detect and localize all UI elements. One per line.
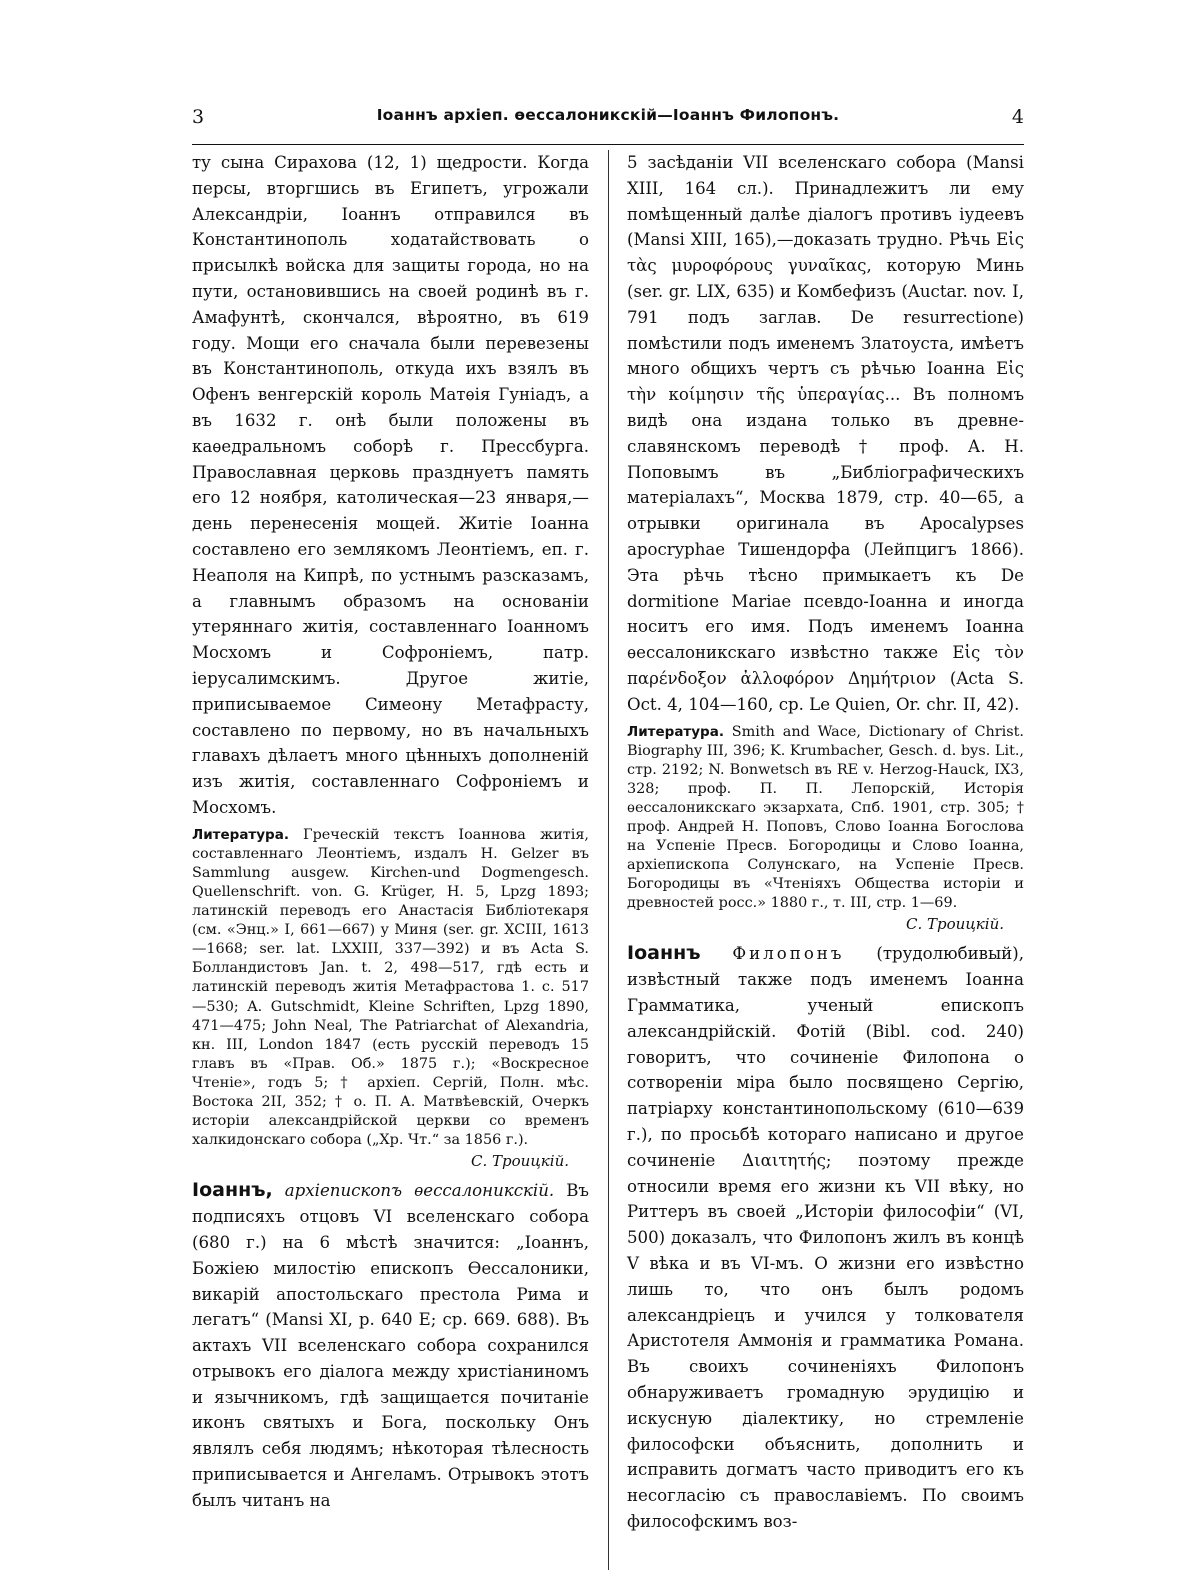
paragraph: ту сына Сирахова (12, 1) щедрости. Когда персы, вторгшись въ Египетъ, угрожали Александріи, Іоаннъ отправился въ Константинополь ходатайствовать о присылкѣ войска для защиты города, но на пути, остановившись на своей родинѣ въ г. Амафунтѣ, скончался, вѣроятно, въ 619 году. Мощи его сначала были перевезены въ Константинополь, откуда ихъ взялъ въ Офенъ венгерскій король Матѳія Гуніадъ, а въ 1632 г. онѣ были положены въ каѳедральномъ соборѣ г. Прессбурга. Православная церковь празднуетъ память его 12 ноября, католическая—23 января,—день перенесенія мощей. Житіе Іоанна составлено его землякомъ Леонтіемъ, еп. г. Неаполя на Кипрѣ, по устнымъ разсказамъ, а главнымъ образомъ на основаніи утеряннаго житія, составленнаго Іоанномъ Мосхомъ и Софроніемъ, патр. іерусалимскимъ. Другое житіе, приписываемое Симеону Метафрасту, составлено по первому, но въ начальныхъ главахъ дѣлаетъ много цѣнныхъ дополненій изъ житія, составленнаго Софроніемъ и Мосхомъ. <box>192 153 589 817</box>
paragraph: 5 засѣданіи VII вселенскаго собора (Mansi XIII, 164 сл.). Принадлежитъ ли ему помѣщенный далѣе діалогъ противъ іудеевъ (Mansi XIII, 165),—доказать трудно. Рѣчь Εἰς τὰς μυροφόρους γυναῖκας, которую Минь (ser. gr. LIX, 635) и Комбефизъ (Auctar. nov. I, 791 подъ заглав. De resurrectione) помѣстили подъ именемъ Златоуста, имѣетъ много общихъ чертъ съ рѣчью Іоанна Εἰς τὴν κοίμησιν τῆς ὑπεραγίας... Въ полномъ видѣ она издана только въ древне-славянскомъ переводѣ † проф. А. Н. Поповымъ въ „Библіографическихъ матеріалахъ“, Москва 1879, стр. 40—65, а отрывки оригинала въ Apocalypses apocryphae Тишендорфа (Лейпцигъ 1866). Эта рѣчь тѣсно примыкаетъ къ De dormitione Mariae псевдо-Іоанна и иногда носитъ его имя. Подъ именемъ Іоанна ѳессалоникскаго извѣстно также Εἰς τὸν παρένδοξον ἀλλοφόρον Δημήτριον (Acta S. Oct. 4, 104—160, ср. Le Quien, Or. chr. II, 42). <box>627 153 1024 714</box>
literature-label: Литература. <box>192 826 289 843</box>
entry-headword: Іоаннъ <box>627 942 701 965</box>
literature-text: Smith and Wace, Dictionary of Christ. Biography III, 396; K. Krumbacher, Gesch. d. bys. Lit., стр. 2192; N. Bonwetsch въ RE v. Herzog-Hauck, IX3, 328; проф. П. П. Лепорскій, Исторія ѳессалоникскаго экзархата, Спб. 1901, стр. 305; † проф. Андрей Н. Поповъ, Слово Іоанна Богослова на Успеніе Пресв. Богородицы и Слово Іоанна, архіепископа Солунскаго, на Успеніе Пресв. Богородицы въ «Чтеніяхъ Общества исторіи и древностей росс.» 1880 г., т. III, стр. 1—69. <box>627 723 1024 912</box>
running-title: Іоаннъ архіеп. ѳессалоникскій—Іоаннъ Филопонъ. <box>376 106 840 124</box>
entry-title: архіепископъ ѳессалоникскій. <box>284 1181 555 1201</box>
signature: С. Троицкій. <box>906 915 1004 934</box>
literature-block <box>192 826 589 1151</box>
signature: С. Троицкій. <box>471 1152 569 1171</box>
entry-ioann-philoponus <box>627 941 1024 1534</box>
literature-text: Греческій текстъ Іоаннова житія, составленнаго Леонтіемъ, издалъ H. Gelzer въ Sammlung ausgew. Kirchen-und Dogmengesch. Quellenschrift. von. G. Krüger, H. 5, Lpzg 1893; латинскій переводъ его Анастасія Библіотекаря (см. «Энц.» I, 661—667) у Миня (ser. gr. XCIII, 1613—1668; ser. lat. LXXIII, 337—392) и въ Acta S. Болландистовъ Jan. t. 2, 498—517, гдѣ есть и латинскій переводъ житія Метафрастова 1. с. 517—530; A. Gutschmidt, Kleine Schriften, Lpzg 1890, 471—475; John Neal, The Patriarchat of Alexandria, кн. III, London 1847 (есть русскій переводъ 15 главъ въ «Прав. Об.» 1875 г.); «Воскресное Чтеніе», годъ 5; † архіеп. Сергій, Полн. мѣс. Востока 2II, 352; † о. П. А. Матвѣевскій, Очеркъ исторіи александрійской церкви со временъ халкидонскаго собора („Хр. Чт.“ за 1856 г.). <box>192 826 589 1149</box>
entry-text: (трудолюбивый), извѣстный также подъ именемъ Іоанна Грамматика, ученый епископъ александрійскій. Фотій (Bibl. cod. 240) говоритъ, что сочиненіе Филопона о сотвореніи міра было посвящено Сергію, патріарху константинопольскому (610—639 г.), по просьбѣ котораго написано и другое сочиненіе Διαιτητής; поэтому прежде относили время его жизни къ VII вѣку, но Риттеръ въ своей „Исторіи философіи“ (VI, 500) доказалъ, что Филопонъ жилъ въ концѣ V вѣка и въ VI-мъ. О жизни его извѣстно лишь то, что онъ былъ родомъ александріецъ и учился у толкователя Аристотеля Аммонія и грамматика Романа. Въ своихъ сочиненіяхъ Филопонъ обнаруживаетъ громадную эрудицію и искусную діалектику, но стремленіе философски объяснить, дополнить и исправить догматъ часто приводитъ его къ несогласію съ православіемъ. По своимъ философскимъ воз- <box>627 944 1024 1531</box>
page-number-right: 4 <box>1011 106 1024 128</box>
page-header <box>192 104 1024 145</box>
literature-label: Литература. <box>627 723 724 740</box>
column-divider <box>608 150 609 1570</box>
entry-ioann-archbishop <box>192 1178 589 1513</box>
book-page <box>192 104 1024 1531</box>
entry-headword: Іоаннъ, <box>192 1179 273 1202</box>
page-number-left: 3 <box>192 106 205 128</box>
right-column <box>627 150 1024 1535</box>
entry-text: Въ подписяхъ отцовъ VI вселенскаго собора (680 г.) на 6 мѣстѣ значится: „Іоаннъ, Божіею милостію епископъ Ѳессалоники, викарій апостольскаго престола Рима и легатъ“ (Mansi XI, р. 640 E; ср. 669. 688). Въ актахъ VII вселенскаго собора сохранился отрывокъ его діалога между христіаниномъ и язычникомъ, гдѣ защищается почитаніе иконъ святыхъ и Бога, поскольку Онъ являлъ себя людямъ; нѣкоторая тѣлесность приписывается и Ангеламъ. Отрывокъ этотъ былъ читанъ на <box>192 1181 589 1510</box>
entry-name: Филопонъ <box>732 944 845 964</box>
left-column <box>192 150 589 1514</box>
literature-block <box>627 723 1024 914</box>
